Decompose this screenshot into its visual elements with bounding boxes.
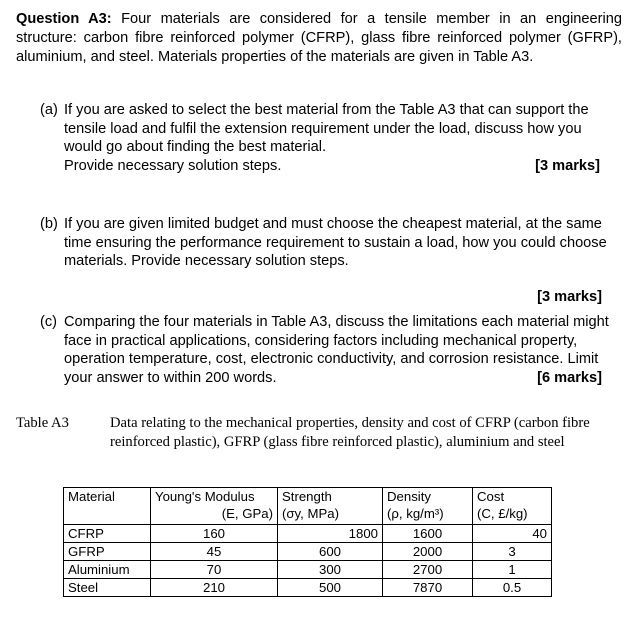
cell-density: 2700 (383, 561, 473, 579)
table-row (64, 525, 552, 543)
part-c-text: Comparing the four materials in Table A3, discuss the limitations each material might face in practical applications, considering factors including mechanical property, operation temperature, cost, electronic conductivity, and corrosion resistance. Limit your answer to within 200 words. (64, 314, 609, 386)
header-cost: Cost (C, £/kg) (473, 488, 552, 525)
cell-modulus: 45 (151, 543, 278, 561)
materials-table (63, 487, 552, 597)
part-b-text: If you are given limited budget and must choose the cheapest material, at the same time ensuring the performance requirement to sustain a load, how you could choose materials. Provide necessary solution steps. (64, 216, 607, 269)
cell-density: 7870 (383, 579, 473, 597)
cell-material: Aluminium (64, 561, 151, 579)
cell-material: CFRP (64, 525, 151, 543)
cell-cost: 0.5 (473, 579, 552, 597)
header-youngs-modulus: Young's Modulus (E, GPa) (151, 488, 278, 525)
part-c-marks: [6 marks] (537, 369, 602, 386)
cell-density: 1600 (383, 525, 473, 543)
table-caption-label: Table A3 (16, 415, 69, 431)
part-c (40, 313, 610, 387)
header-strength: Strength (σy, MPa) (278, 488, 383, 525)
cell-cost: 40 (473, 525, 552, 543)
part-c-label: (c) (40, 314, 58, 330)
header-density: Density (ρ, kg/m³) (383, 488, 473, 525)
cell-strength: 300 (278, 561, 383, 579)
cell-strength: 1800 (278, 525, 383, 543)
cell-modulus: 210 (151, 579, 278, 597)
header-material: Material (64, 488, 151, 525)
cell-material: Steel (64, 579, 151, 597)
cell-modulus: 160 (151, 525, 278, 543)
cell-strength: 600 (278, 543, 383, 561)
question-intro-text: Four materials are considered for a tensile member in an engineering structure: carbon fibre reinforced polymer (CFRP), glass fibre reinforced polymer (GFRP), aluminium, and steel. Materials properties of the materials are given in Table A3. (16, 11, 622, 65)
table-caption (16, 414, 618, 452)
part-b-label: (b) (40, 216, 58, 232)
cell-strength: 500 (278, 579, 383, 597)
table-row (64, 579, 552, 597)
part-b (40, 215, 610, 305)
cell-modulus: 70 (151, 561, 278, 579)
question-intro (16, 10, 622, 67)
part-a (40, 101, 610, 175)
cell-density: 2000 (383, 543, 473, 561)
part-b-marks: [3 marks] (537, 288, 602, 305)
table-header-row (64, 488, 552, 525)
table-caption-text: Data relating to the mechanical properties, density and cost of CFRP (carbon fibre reinforced plastic), GFRP (glass fibre reinforced plastic), aluminium and steel (110, 415, 590, 450)
part-a-text-2: Provide necessary solution steps. (64, 157, 282, 174)
question-label: Question A3: (16, 11, 112, 27)
part-a-marks: [3 marks] (535, 157, 600, 174)
part-a-text: If you are asked to select the best material from the Table A3 that can support the tensile load and fulfil the extension requirement under the load, discuss how you would go about finding the best material. (64, 102, 589, 155)
table-row (64, 561, 552, 579)
cell-cost: 3 (473, 543, 552, 561)
cell-cost: 1 (473, 561, 552, 579)
part-a-label: (a) (40, 102, 58, 118)
cell-material: GFRP (64, 543, 151, 561)
table-row (64, 543, 552, 561)
